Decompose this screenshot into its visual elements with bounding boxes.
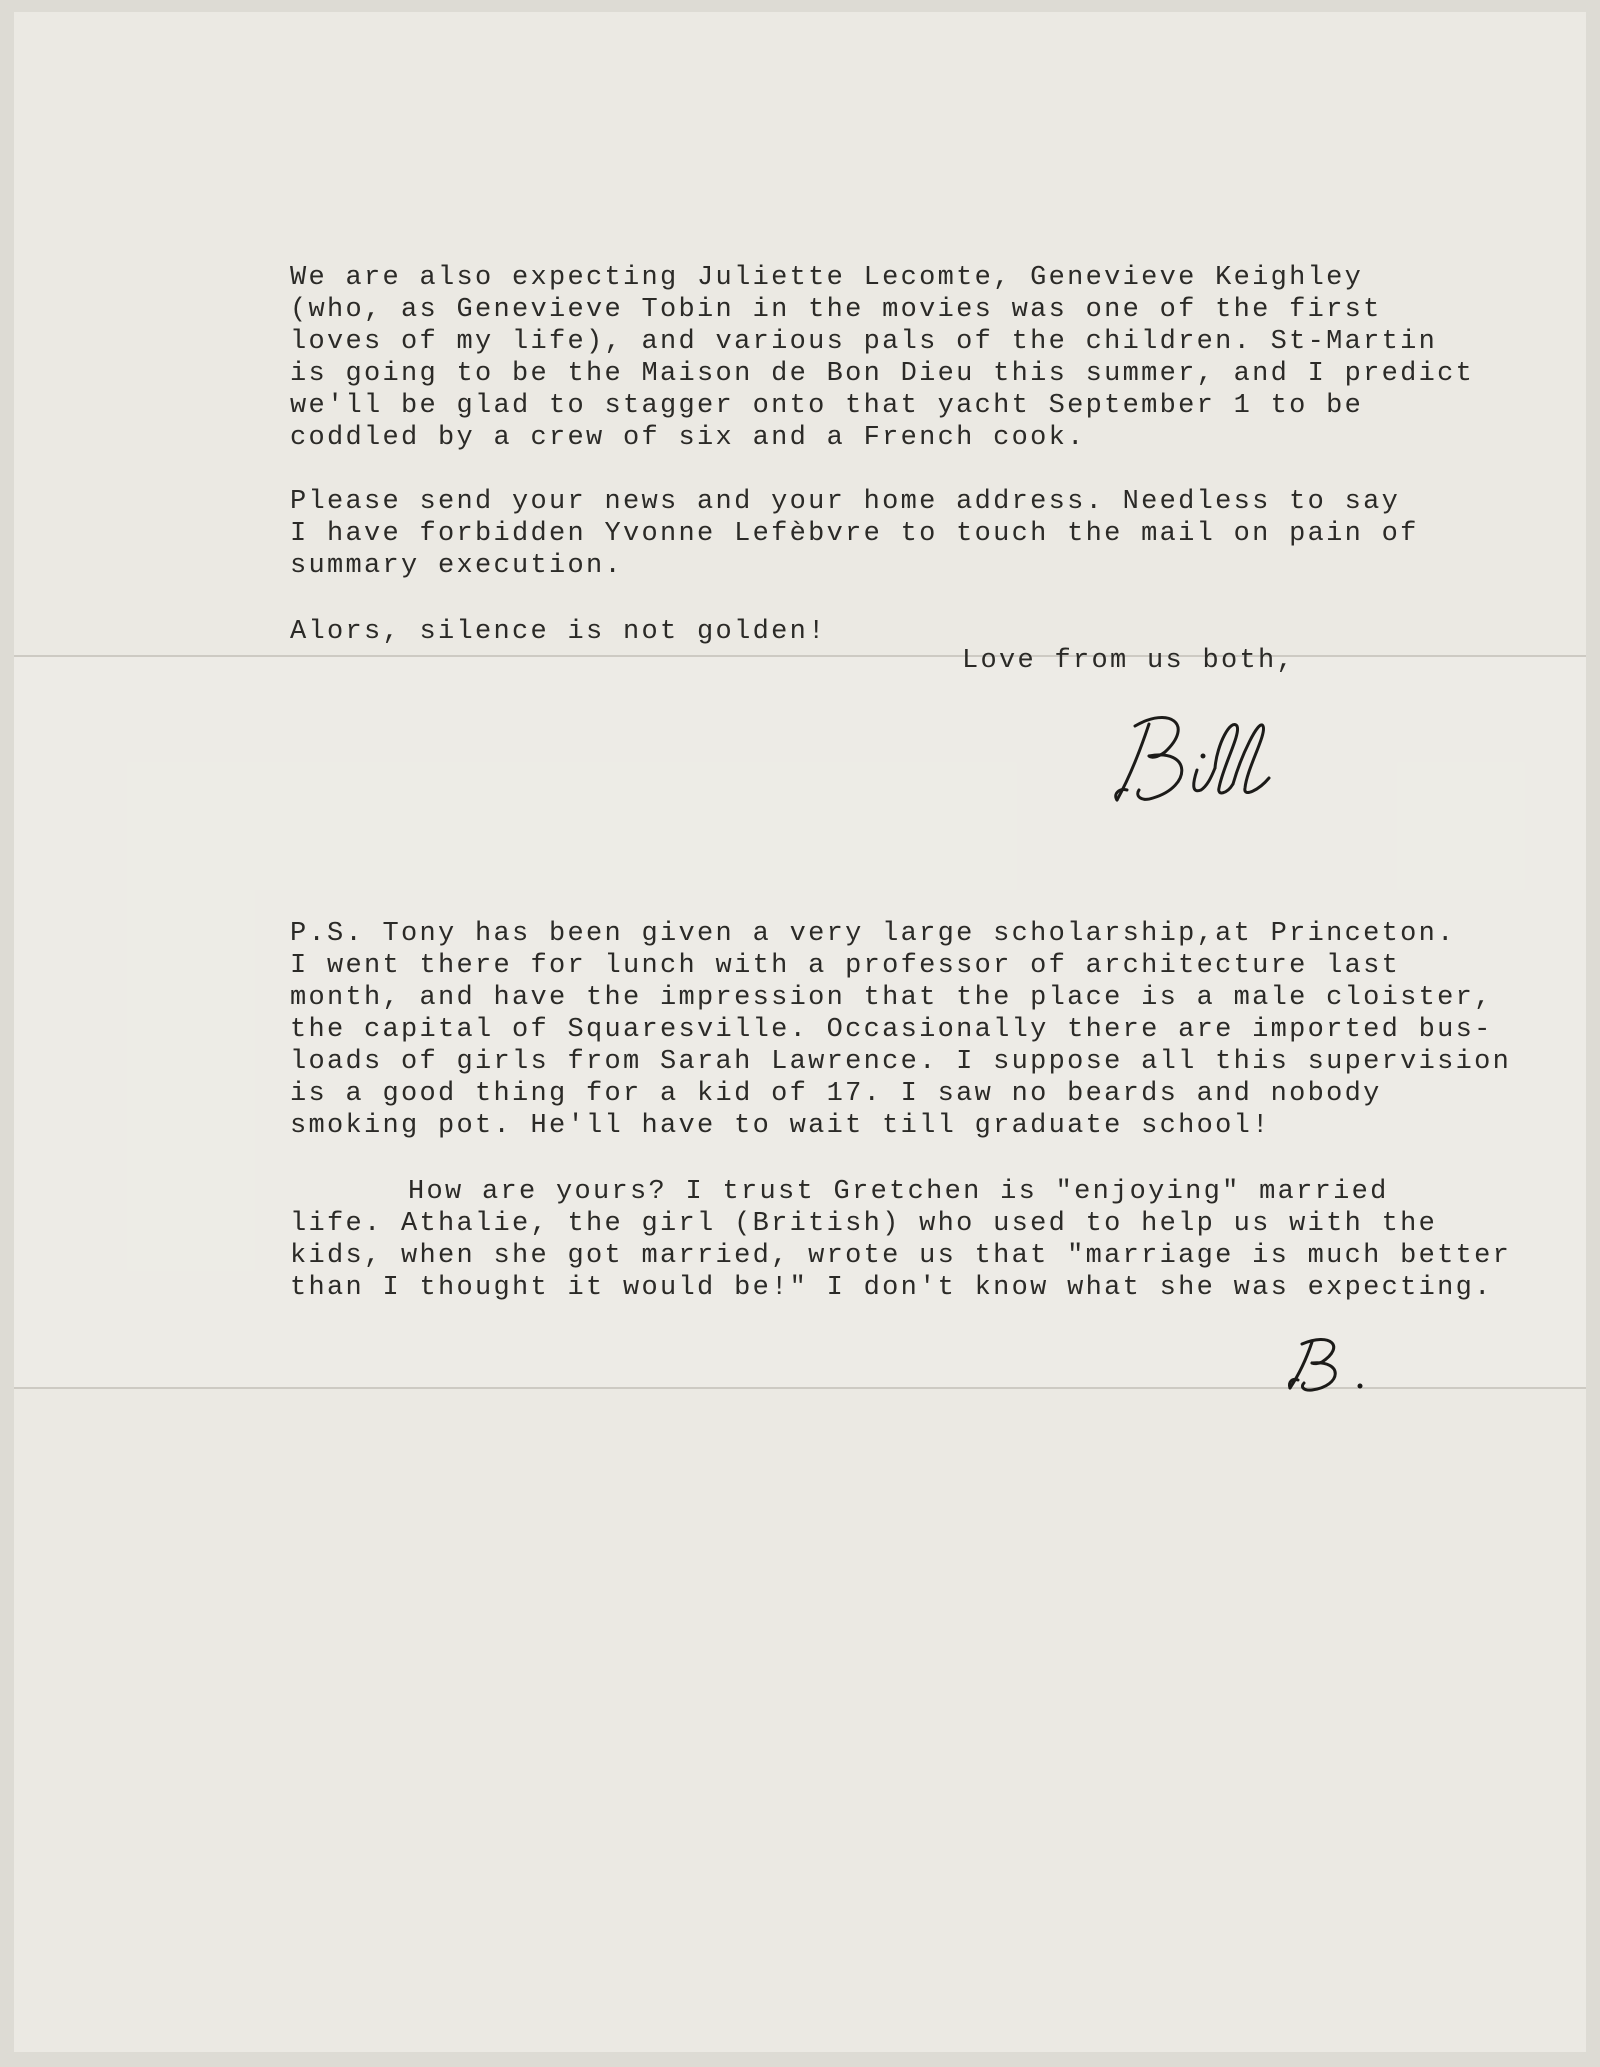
body-text-line: Please send your news and your home address. Needless to say — [290, 487, 1401, 517]
body-text-line: coddled by a crew of six and a French cook. — [290, 423, 1086, 453]
letter-page — [14, 12, 1586, 2052]
handwritten-initial — [1282, 1332, 1392, 1402]
postscript-line: the capital of Squaresville. Occasionally there are imported bus- — [290, 1015, 1493, 1045]
postscript-line: is a good thing for a kid of 17. I saw no beards and nobody — [290, 1079, 1382, 1109]
closing-line: Love from us both, — [962, 646, 1296, 676]
postscript-line: life. Athalie, the girl (British) who used to help us with the — [290, 1209, 1438, 1239]
fold-line — [14, 655, 1586, 657]
body-text-line: Alors, silence is not golden! — [290, 617, 827, 647]
postscript-line: P.S. Tony has been given a very large scholarship,at Princeton. — [290, 919, 1456, 949]
body-text-line: summary execution. — [290, 551, 624, 581]
body-text-line: We are also expecting Juliette Lecomte, Genevieve Keighley — [290, 263, 1364, 293]
postscript-line: How are yours? I trust Gretchen is "enjoying" married — [408, 1177, 1389, 1207]
postscript-line: kids, when she got married, wrote us that "marriage is much better — [290, 1241, 1512, 1271]
postscript-line: smoking pot. He'll have to wait till graduate school! — [290, 1111, 1271, 1141]
body-text-line: I have forbidden Yvonne Lefèbvre to touch the mail on pain of — [290, 519, 1419, 549]
body-text-line: loves of my life), and various pals of the children. St-Martin — [290, 327, 1438, 357]
postscript-line: month, and have the impression that the place is a male cloister, — [290, 983, 1493, 1013]
body-text-line: is going to be the Maison de Bon Dieu this summer, and I predict — [290, 359, 1475, 389]
body-text-line: we'll be glad to stagger onto that yacht September 1 to be — [290, 391, 1364, 421]
postscript-line: loads of girls from Sarah Lawrence. I suppose all this supervision — [290, 1047, 1512, 1077]
handwritten-signature — [1109, 704, 1309, 814]
postscript-line: than I thought it would be!" I don't know what she was expecting. — [290, 1273, 1493, 1303]
body-text-line: (who, as Genevieve Tobin in the movies was one of the first — [290, 295, 1382, 325]
postscript-line: I went there for lunch with a professor of architecture last — [290, 951, 1401, 981]
